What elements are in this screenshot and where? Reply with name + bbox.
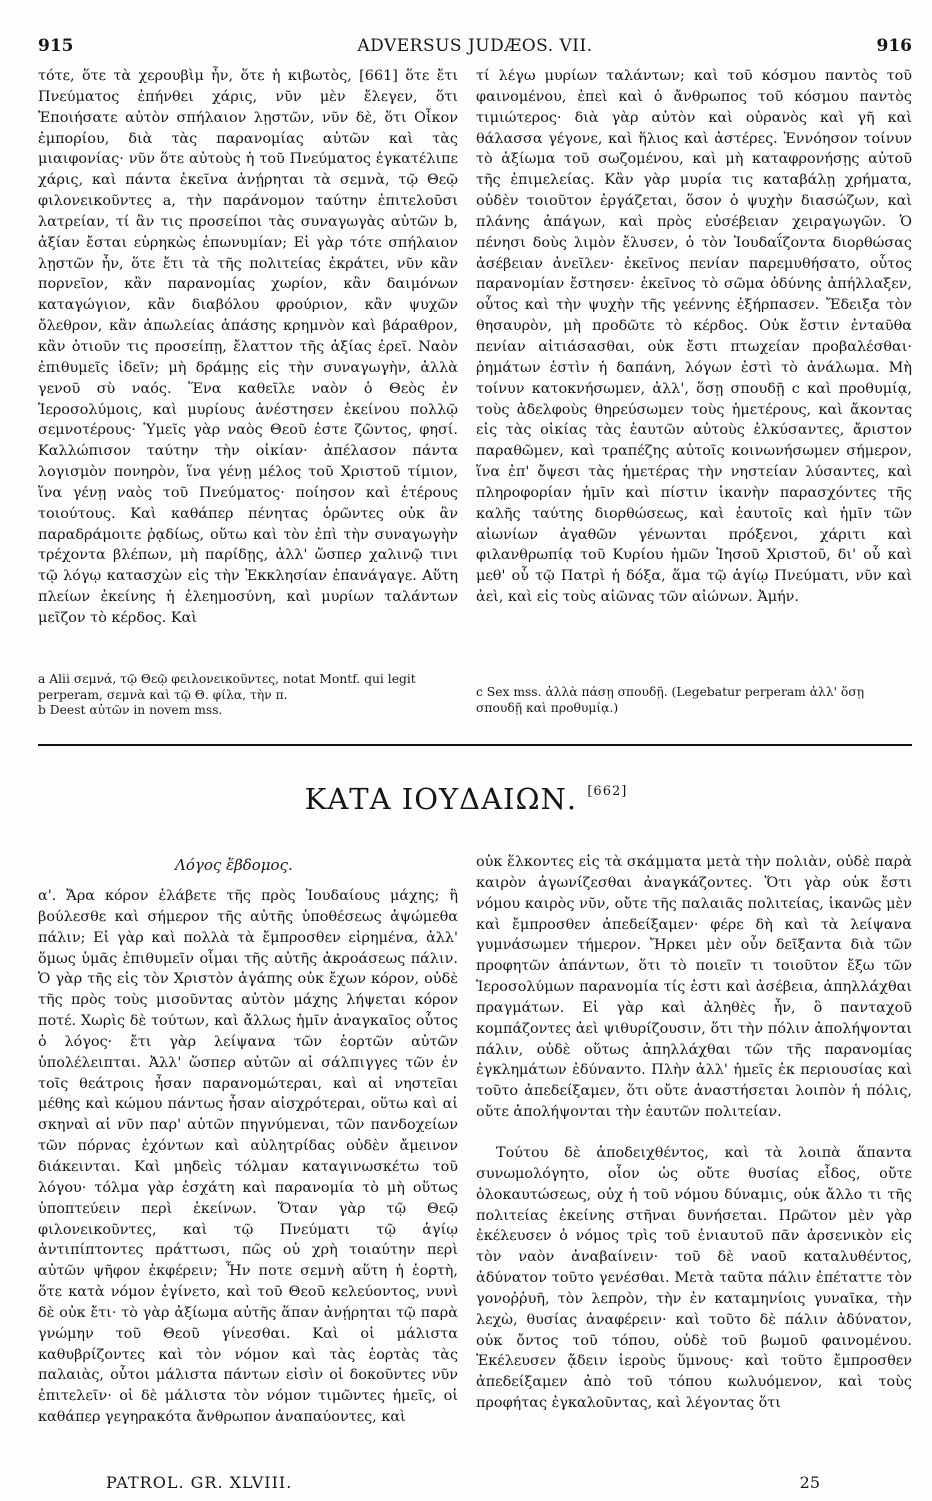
bottom-right-para-2: Τούτου δὲ ἀποδειχθέντος, καὶ τὰ λοιπὰ ἅπαντα συνωμολόγητο, οἷον ὡς οὔτε θυσίας εἶδος, οὔτε ὁλοκαυτώσεως, οὐχ ἡ τοῦ νόμου δύναμις, οὐκ ἄλλο τι τῆς πολιτείας ἐκείνης στῆναι δυνήσεται. Πρῶτον μὲν γὰρ ἐκέλευσεν ὁ νόμος τρὶς τοῦ ἐνιαυτοῦ πᾶν ἀρσενικὸν εἰς τὸν ναὸν ἀναβαίνειν· τοῦ δὲ ναοῦ καταλυθέντος, ἀδύνατον τοῦτο γενέσθαι. Μετὰ ταῦτα πάλιν ἐπέταττε τὸν γονοῤῥυῆ, τὸν λεπρὸν, τὴν ἐν καταμηνίοις γυναῖκα, τὴν λεχὼ, θυσίας ἀναφέρειν· καὶ τοῦτο δὲ πάλιν ἀδύνατον, οὐκ ὄντος τοῦ τόπου, οὐδὲ τοῦ βωμοῦ φαινομένου. Ἐκέλευσεν ᾄδειν ἱεροὺς ὕμνους· καὶ τοῦτο ἔμπροσθεν ἀπεδείξαμεν ἀπὸ τοῦ τόπου κωλυόμενον, καὶ τοὺς προφήτας ἐγκαλοῦντας, καὶ λέγοντας ὅτι (476, 1144, 912, 1412)
page-footer (38, 1473, 912, 1497)
top-right-footnotes (476, 685, 912, 716)
running-header (38, 36, 912, 60)
top-right-column (476, 66, 912, 608)
top-right-text: τί λέγω μυρίων ταλάντων; καὶ τοῦ κόσμου παντὸς τοῦ φαινομένου, ἐπεὶ καὶ ὁ ἄνθρωπος τοῦ κόσμου παντὸς τιμιώτερος· διὰ γὰρ αὐτὸν καὶ οὐρανὸς καὶ γῆ καὶ θάλασσα γέγονε, καὶ ἥλιος καὶ ἀστέρες. Ἐννόησον τοίνυν τὸ ἀξίωμα τοῦ σωζομένου, καὶ μὴ καταφρονήσῃς αὐτοῦ τῆς ἐπιμελείας. Κἂν γὰρ μυρία τις καταβάλῃ χρήματα, οὐδὲν τοιοῦτον ἐργάζεται, ὅσον ὁ ψυχὴν διασώζων, καὶ πλάνης ἀπάγων, καὶ πρὸς εὐσέβειαν χειραγωγῶν. Ὁ πένησι δοὺς λιμὸν ἔλυσεν, ὁ τὸν Ἰουδαΐζοντα διορθώσας ἀσέβειαν ἀνεῖλεν· ἐκεῖνος πενίαν παρεμυθήσατο, οὗτος παρανομίαν ἔστησεν· ἐκεῖνος τὸ σῶμα ὀδύνης ἀπήλλαξεν, οὗτος καὶ τὴν ψυχὴν τῆς γεέννης ἐξήρπασεν. Ἔδειξα τὸν θησαυρὸν, μὴ προδῶτε τὸ κέρδος. Οὐκ ἔστιν ἐνταῦθα πενίαν αἰτιάσασθαι, οὐκ ἔστι πτωχείαν προβαλέσθαι· ῥημάτων ἐστὶν ἡ δαπάνη, λόγων ἐστὶ τὸ ἀνάλωμα. Μὴ τοίνυν κατοκνήσωμεν, ἀλλ', ὅσῃ σπουδῇ c καὶ προθυμίᾳ, τοὺς ἀδελφοὺς θηρεύσωμεν τοὺς ἡμετέρους, καὶ ἄκοντας εἰς τὰς οἰκίας τὰς ἑαυτῶν αὐτοὺς ἑλκύσαντες, ἄριστον παραθῶμεν, καὶ τραπέζης αὐτοῖς κοινωνήσωμεν σήμερον, ἵνα ἐπ' ὄψεσι τὰς ἡμετέρας τὴν νηστείαν λύσαντες, καὶ πληροφορίαν ἡμῖν καὶ πίστιν ἱκανὴν παρασχόντες τῆς καλῆς ταύτης διορθώσεως, καὶ ἑαυτοῖς καὶ ἡμῖν τῶν αἰωνίων ἀγαθῶν γένωνται πρόξενοι, χάριτι καὶ φιλανθρωπίᾳ τοῦ Κυρίου ἡμῶν Ἰησοῦ Χριστοῦ, δι' οὗ καὶ μεθ' οὗ τῷ Πατρὶ ἡ δόξα, ἅμα τῷ ἁγίῳ Πνεύματι, νῦν καὶ ἀεὶ, καὶ εἰς τοὺς αἰῶνας τῶν αἰώνων. Ἀμήν. (476, 68, 912, 606)
section-title (0, 782, 932, 816)
bottom-left-column (38, 886, 458, 1428)
page-number-left: 915 (38, 36, 74, 56)
running-title: ADVERSUS JUDÆOS. VII. (357, 36, 593, 56)
top-left-text: τότε, ὅτε τὰ χερουβὶμ ἦν, ὅτε ἡ κιβωτὸς, [661] ὅτε ἔτι Πνεύματος ἐπήνθει χάρις, νῦν μὲν ἔλεγεν, ὅτι Ἐποιήσατε αὐτὸν σπήλαιον λῃστῶν, νῦν δὲ, ὅτι Οἶκον ἐμπορίου, διὰ τὰς παρανομίας αὐτῶν καὶ τὰς μιαιφονίας· νῦν ὅτε αὐτοὺς ἡ τοῦ Πνεύματος ἐγκατέλιπε χάρις, καὶ πάντα ἐκεῖνα ἀνῄρηται τὰ σεμνὰ, τῷ Θεῷ φιλονεικοῦντες a, τὴν παράνομον ταύτην ἐπιτελοῦσι λατρείαν, τί ἂν τις προσείποι τὰς συναγωγὰς αὐτῶν b, ἀξίαν ἔσται εὑρηκὼς ἐπωνυμίαν; Εἰ γὰρ τότε σπήλαιον λῃστῶν ἦν, ὅτε ἔτι τὰ τῆς πολιτείας ἐκράτει, νῦν κἂν πορνεῖον, κἂν παρανομίας χωρίον, κἂν δαιμόνων καταγώγιον, κἂν διαβόλου φρούριον, κἂν ψυχῶν ὄλεθρον, κἂν ἀπωλείας ἁπάσης κρημνὸν καὶ βάραθρον, κἂν ὁτιοῦν τις προσείπῃ, ἔλαττον τῆς ἀξίας ἐρεῖ. Ναὸν ἐπιθυμεῖς ἰδεῖν; μὴ δράμῃς εἰς τὴν συναγωγὴν, ἀλλὰ γενοῦ σὺ ναός. Ἕνα καθεῖλε ναὸν ὁ Θεὸς ἐν Ἱεροσολύμοις, καὶ μυρίους ἀνέστησεν ἐκείνου πολλῷ σεμνοτέρους· Ὑμεῖς γὰρ ναὸς Θεοῦ ἐστε ζῶντος, φησί. Καλλώπισον ταύτην τὴν οἰκίαν· ἀπέλασον πάντα λογισμὸν πονηρὸν, ἵνα γένῃ μέλος τοῦ Χριστοῦ τίμιον, ἵνα γένῃ ναὸς τοῦ Πνεύματος· ποίησον καὶ ἑτέρους τοιούτους. Καὶ καθάπερ πένητας ὁρῶντες οὐκ ἂν παραδράμοιτε ῥᾳδίως, οὕτω καὶ τὸν ἐπὶ τὴν συναγωγὴν τρέχοντα βλέπων, μὴ παρίδῃς, ἀλλ' ὥσπερ χαλινῷ τινι τῷ λόγῳ κατασχὼν εἰς τὴν Ἐκκλησίαν ἐπανάγαγε. Αὕτη πλείων ἐκείνης ἡ ἐλεημοσύνη, καὶ μυρίων ταλάντων μεῖζον τὸ κέρδος. Καὶ (38, 68, 458, 626)
footnote-a: a Alii σεμνά, τῷ Θεῷ φειλονεικοῦντες, notat Montf. qui legit perperam, σεμνὰ καὶ τῷ Θ. φίλα, τὴν π. (38, 672, 416, 702)
section-divider (38, 744, 912, 746)
bottom-right-para-1: οὐκ ἕλκοντες εἰς τὰ σκάμματα μετὰ τὴν πολιὰν, οὐδὲ παρὰ καιρὸν ἀγωνίζεσθαι ἀναγκάζοντες. Ὅτι γὰρ οὐκ ἔστι νόμου καιρὸς νῦν, οὔτε τῆς παλαιᾶς πολιτείας, ἱκανῶς μὲν καὶ ἔμπροσθεν ἀπεδείξαμεν· φέρε δὴ καὶ τὰ λείψανα γυμνάσωμεν τήμερον. Ἤρκει μὲν οὖν δεῖξαντα διὰ τῶν προφητῶν ἁπάντων, ὅτι τὸ ποιεῖν τι τοιοῦτον ἔξω τῶν Ἱεροσολύμων παρανομία τίς ἐστι καὶ ἀσέβεια, ἀπηλλάχθαι πραγμάτων. Εἰ γὰρ καὶ ἀληθὲς ἦν, ὃ πανταχοῦ κομπάζοντες ἀεὶ ψιθυρίζουσιν, ὅτι τὴν πόλιν ἀπολήψονται πάλιν, οὐδὲ οὕτως ἀπηλλάχθαι τῶν τῆς παρανομίας ἐγκλημάτων ἐδύναντο. Πλὴν ἀλλ' ἡμεῖς ἐκ περιουσίας καὶ τοῦτο ἀπεδείξαμεν, ὅτι οὔτε ἀναστήσεται λοιπὸν ἡ πόλις, οὔτε ἀπολήψονται τὴν ἑαυτῶν πολιτείαν. (476, 854, 912, 1121)
bottom-right-column (476, 852, 912, 1414)
section-ref: [662] (587, 784, 628, 799)
bottom-left-text: α'. Ἄρα κόρον ἐλάβετε τῆς πρὸς Ἰουδαίους μάχης; ἢ βούλεσθε καὶ σήμερον τῆς αὐτῆς ὑποθέσεως ἀψώμεθα πάλιν; Εἰ γὰρ καὶ πολλὰ τὰ ἔμπροσθεν εἰρημένα, ἀλλ' ὅμως ὑμᾶς ἐπιθυμεῖν οἶμαι τῆς αὐτῆς ἀκροάσεως πάλιν. Ὁ γὰρ τῆς εἰς τὸν Χριστὸν ἀγάπης οὐκ ἔχων κόρον, οὐδὲ τῆς πρὸς τοὺς μισοῦντας αὐτὸν μάχης λήψεται κόρον ποτέ. Χωρὶς δὲ τούτων, καὶ ἄλλως ἡμῖν ἀναγκαῖος οὗτος ὁ λόγος· ἔτι γὰρ λείψανα τῶν ἑορτῶν αὐτῶν ὑπολέλειπται. Ἀλλ' ὥσπερ αὐτῶν αἱ σάλπιγγες τῶν ἐν τοῖς θεάτροις ἦσαν παρανομώτεραι, καὶ αἱ νηστεῖαι μέθης καὶ κώμου πάντως ἦσαν αἰσχρότεραι, οὕτω καὶ αἱ σκηναὶ αἱ νῦν παρ' αὐτῶν πηγνύμεναι, τῶν πανδοχείων τῶν πόρνας ἐχόντων καὶ αὐλητρίδας οὐδὲν ἄμεινον διάκεινται. Καὶ μηδεὶς τόλμαν καταγινωσκέτω τοῦ λόγου· τόλμα γὰρ ἐσχάτη καὶ παρανομία τὸ μὴ οὕτως ὑποπτεύειν περὶ ἐκείνων. Ὅταν γὰρ τῷ Θεῷ φιλονεικοῦντες, καὶ τῷ Πνεύματι τῷ ἁγίῳ ἀντιπίπτοντες πράττωσι, πῶς οὐ χρὴ τοιαύτην περὶ αὐτῶν ψῆφον ἐκφέρειν; Ἦν ποτε σεμνὴ αὕτη ἡ ἑορτὴ, ὅτε κατὰ νόμον ἐγίνετο, καὶ τοῦ Θεοῦ κελεύοντος, νυνὶ δὲ οὐκ ἔτι· τὸ γὰρ ἀξίωμα αὐτῆς ἅπαν ἀνῄρηται τῷ παρὰ γνώμην τοῦ Θεοῦ γίνεσθαι. Καὶ οἱ μάλιστα καθυβρίζοντες καὶ τὸν νόμον καὶ τὰς ἑορτὰς τὰς παλαιὰς, οὗτοι μάλιστα πάντων εἰσὶν οἱ δοκοῦντες νῦν ἐπιτελεῖν· οἱ δὲ μάλιστα τὸν νόμον τιμῶντες ἡμεῖς, οἱ καθάπερ γεγηρακότα ἄνθρωπον ἀναπαύοντες, καὶ (38, 888, 458, 1426)
footer-signature: 25 (799, 1473, 820, 1492)
footnote-b: b Deest αὐτῶν in novem mss. (38, 703, 223, 718)
page-number-right: 916 (876, 36, 912, 56)
footer-volume: PATROL. GR. XLVIII. (106, 1473, 293, 1492)
section-title-text: ΚΑΤΑ ΙΟΥΔΑΙΩΝ. (304, 782, 578, 816)
top-left-footnotes (38, 672, 458, 719)
footnote-c: c Sex mss. ἀλλὰ πάσῃ σπουδῇ. (Legebatur perperam ἀλλ' ὅσῃ σπουδῇ καὶ προθυμίᾳ.) (476, 685, 865, 715)
top-left-column (38, 66, 458, 629)
discourse-subheading: Λόγος ἕβδομος. (175, 856, 293, 874)
